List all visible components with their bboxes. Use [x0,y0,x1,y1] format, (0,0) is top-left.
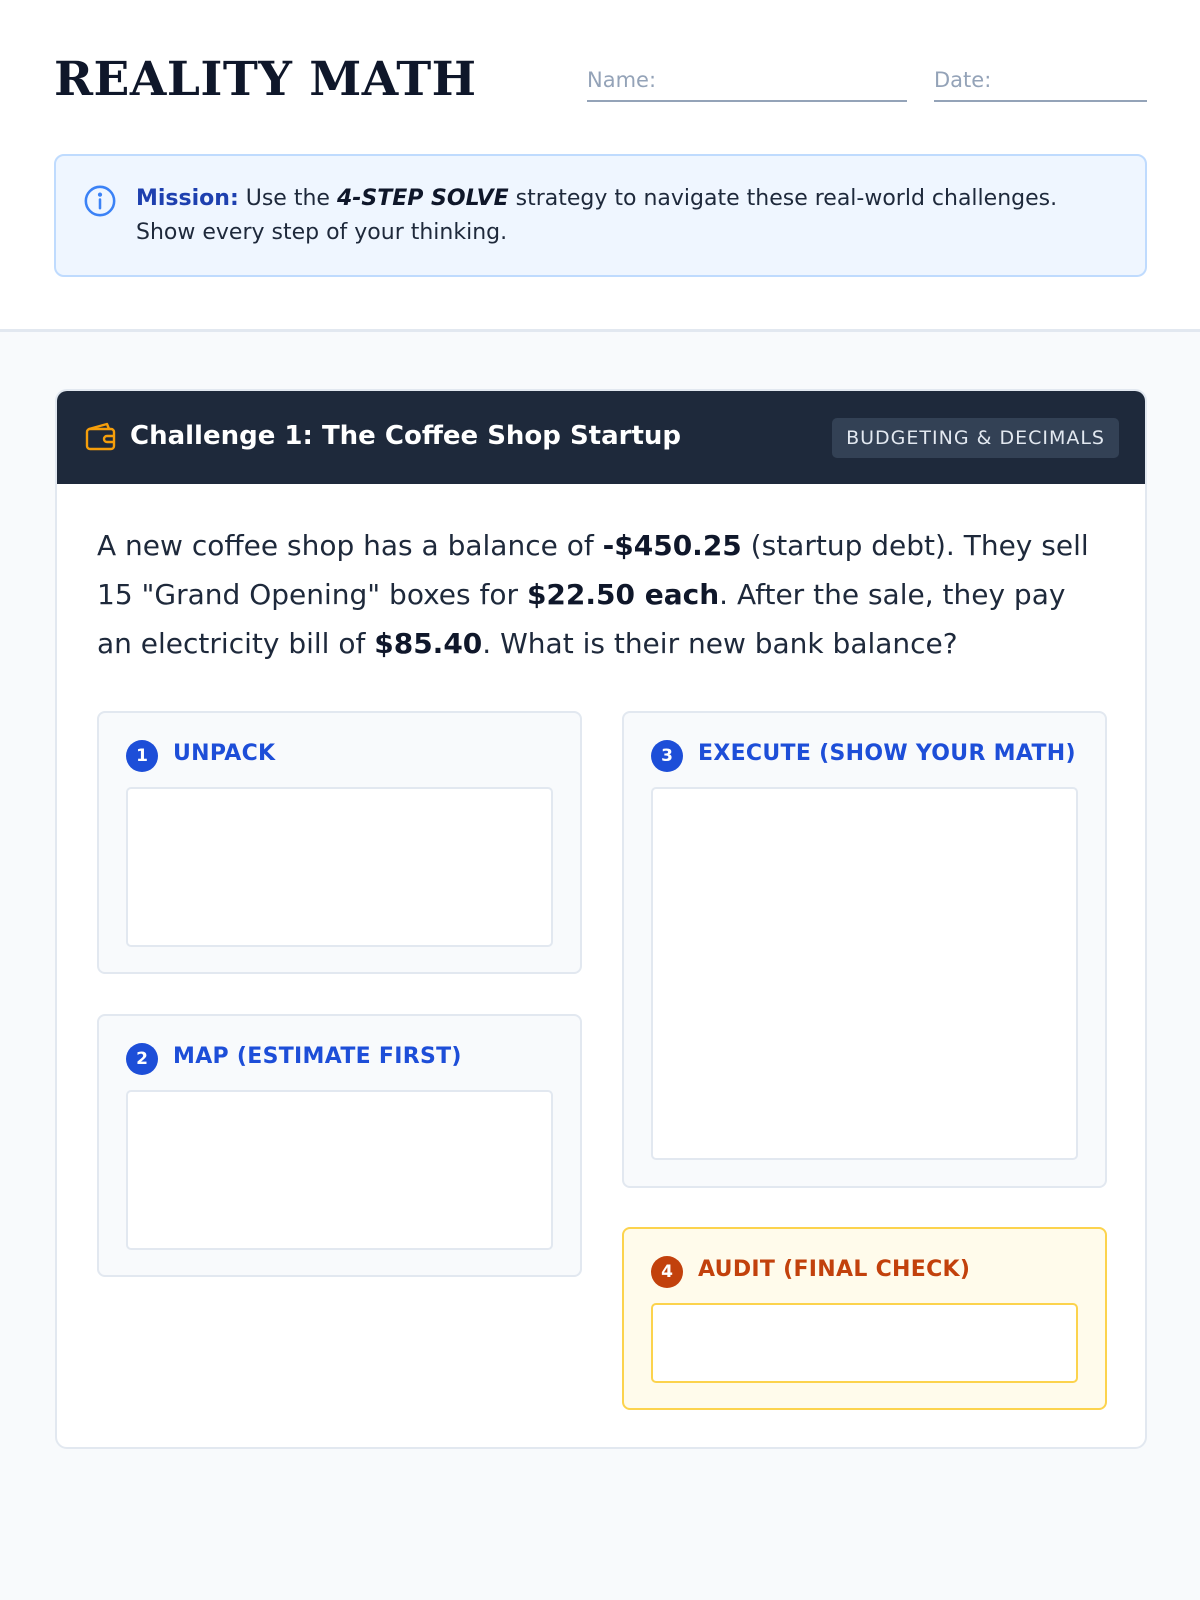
name-field[interactable]: Name: [587,68,907,102]
mission-text [136,182,1105,250]
mission-text-post: strategy to navigate these real-world challenges. Show every step of your thinking. [136,186,1058,245]
mission-banner [54,154,1147,277]
info-icon [83,184,117,218]
problem-text: (startup debt). They sell 15 "Grand Opening" boxes for [97,529,1089,611]
step-number-badge: 4 [651,1256,683,1288]
strategy-name: 4-STEP SOLVE [336,186,509,211]
step-label: AUDIT (FINAL CHECK) [698,1257,971,1282]
page-title: REALITY MATH [54,52,477,107]
topic-badge: BUDGETING & DECIMALS [832,418,1119,458]
unpack-answer-box[interactable] [126,787,553,947]
step-number-badge: 3 [651,740,683,772]
audit-answer-box[interactable] [651,1303,1078,1383]
box-price: $22.50 each [526,578,720,611]
wallet-icon [85,422,117,452]
date-field[interactable]: Date: [934,68,1147,102]
step-execute [622,711,1107,1188]
step-label: MAP (ESTIMATE FIRST) [173,1044,462,1069]
problem-statement [97,521,1107,668]
mission-label: Mission: [136,186,239,211]
step-label: UNPACK [173,741,276,766]
step-number-badge: 1 [126,740,158,772]
step-map [97,1014,582,1277]
map-answer-box[interactable] [126,1090,553,1250]
step-audit [622,1227,1107,1410]
mission-text-pre: Use the [238,186,337,211]
problem-text: . After the sale, they pay an electricity bill of [97,578,1066,660]
challenge-title: Challenge 1: The Coffee Shop Startup [130,421,682,451]
worksheet-header [0,0,1200,332]
step-label: EXECUTE (SHOW YOUR MATH) [698,741,1076,766]
step-unpack [97,711,582,974]
starting-balance: -$450.25 [602,529,742,562]
problem-text: A new coffee shop has a balance of [97,529,603,562]
problem-text: . What is their new bank balance? [482,627,958,660]
step-number-badge: 2 [126,1043,158,1075]
challenge-card [55,389,1147,1449]
challenge-header [57,391,1145,484]
bill-amount: $85.40 [374,627,483,660]
execute-answer-box[interactable] [651,787,1078,1160]
